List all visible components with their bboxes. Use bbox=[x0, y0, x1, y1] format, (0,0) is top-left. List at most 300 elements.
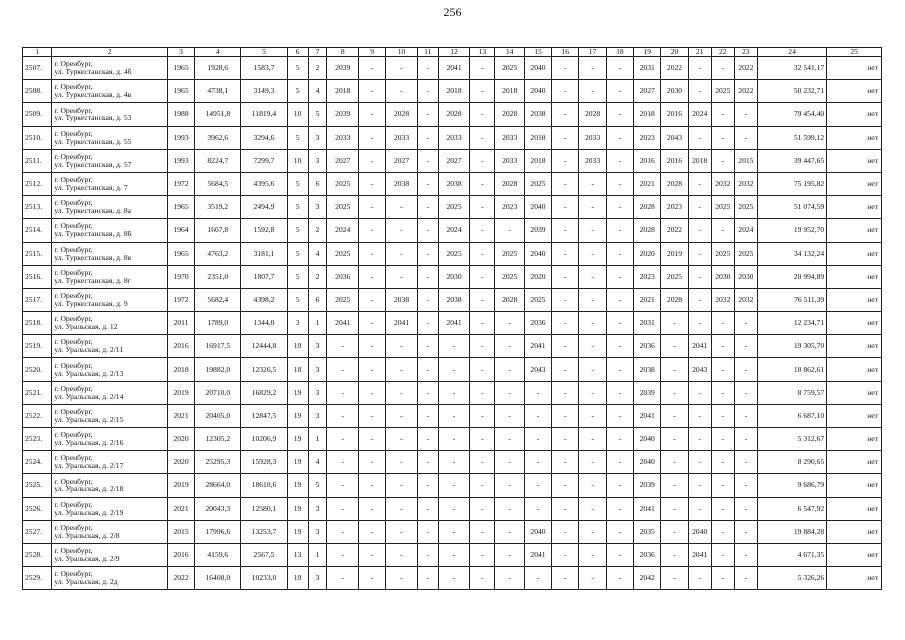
table-cell: - bbox=[606, 242, 633, 265]
table-cell: 13253,7 bbox=[241, 520, 287, 543]
table-cell: - bbox=[661, 404, 688, 427]
table-cell: 3 bbox=[308, 520, 327, 543]
table-cell: 2036 bbox=[634, 543, 661, 566]
table-cell: 2040 bbox=[524, 80, 551, 103]
table-cell: - bbox=[688, 497, 711, 520]
table-cell: - bbox=[386, 265, 418, 288]
table-cell: - bbox=[579, 567, 606, 590]
address-cell bbox=[52, 242, 168, 265]
address-street: ул. Уральская, д. 12 bbox=[54, 322, 118, 332]
table-cell: - bbox=[358, 474, 385, 497]
address-city: г. Оренбург, bbox=[54, 383, 93, 393]
table-cell: - bbox=[734, 103, 757, 126]
address-city: г. Оренбург, bbox=[54, 291, 93, 300]
table-cell: 2033 bbox=[438, 126, 470, 149]
address-city: г. Оренбург, bbox=[54, 569, 93, 579]
table-cell: - bbox=[438, 567, 470, 590]
table-cell: - bbox=[327, 358, 359, 381]
table-cell: - bbox=[417, 57, 438, 80]
table-cell: 5 bbox=[287, 242, 308, 265]
table-cell: 19 bbox=[287, 381, 308, 404]
table-cell: - bbox=[417, 242, 438, 265]
table-cell: 10233,0 bbox=[241, 567, 287, 590]
address-city: г. Оренбург, bbox=[54, 59, 93, 69]
table-cell: - bbox=[606, 80, 633, 103]
table-cell: 12326,5 bbox=[241, 358, 287, 381]
table-cell: - bbox=[579, 381, 606, 404]
table-cell: - bbox=[606, 404, 633, 427]
table-cell: 16829,2 bbox=[241, 381, 287, 404]
table-cell: - bbox=[579, 288, 606, 311]
column-header: 15 bbox=[524, 48, 551, 57]
table-cell: - bbox=[386, 242, 418, 265]
flag-cell: нет bbox=[827, 497, 882, 520]
table-cell: - bbox=[606, 474, 633, 497]
table-cell: 3 bbox=[308, 335, 327, 358]
table-cell: 2025 bbox=[327, 288, 359, 311]
table-cell: - bbox=[358, 288, 385, 311]
table-cell: - bbox=[470, 567, 495, 590]
table-cell: - bbox=[327, 543, 359, 566]
row-number: 2523. bbox=[23, 428, 52, 451]
table-row bbox=[23, 149, 882, 172]
table-row bbox=[23, 428, 882, 451]
address-street: ул. Туркестанская, д. 8а bbox=[54, 206, 132, 216]
table-cell: - bbox=[470, 497, 495, 520]
table-cell: 2038 bbox=[386, 172, 418, 195]
table-cell: 2024 bbox=[438, 219, 470, 242]
table-cell: - bbox=[358, 381, 385, 404]
address-street: ул. Уральская, д. 2/15 bbox=[54, 414, 124, 424]
table-cell: 15928,3 bbox=[241, 451, 287, 474]
table-cell: - bbox=[327, 381, 359, 404]
table-cell: - bbox=[552, 172, 579, 195]
table-cell: - bbox=[579, 497, 606, 520]
table-cell: 2028 bbox=[495, 103, 524, 126]
table-cell: 2032 bbox=[711, 288, 734, 311]
table-cell: 2039 bbox=[327, 103, 359, 126]
table-cell: 2043 bbox=[524, 358, 551, 381]
cost-cell: 9 686,79 bbox=[757, 474, 826, 497]
address-street: ул. Туркестанская, д. 4б bbox=[54, 67, 132, 77]
table-cell: 2 bbox=[308, 57, 327, 80]
table-cell: 5 bbox=[287, 80, 308, 103]
table-cell: - bbox=[470, 172, 495, 195]
table-cell: - bbox=[417, 312, 438, 335]
address-street: ул. Уральская, д. 2/18 bbox=[54, 484, 124, 494]
table-cell: - bbox=[661, 312, 688, 335]
address-street: ул. Туркестанская, д. 53 bbox=[54, 113, 132, 123]
table-cell: - bbox=[386, 57, 418, 80]
table-cell: 4159,6 bbox=[195, 543, 241, 566]
table-cell: 4763,2 bbox=[195, 242, 241, 265]
table-cell: - bbox=[711, 57, 734, 80]
table-cell: 2018 bbox=[495, 80, 524, 103]
table-cell: - bbox=[606, 451, 633, 474]
table-cell: 5 bbox=[287, 288, 308, 311]
table-cell: 2023 bbox=[634, 265, 661, 288]
table-cell: 1970 bbox=[167, 265, 194, 288]
table-cell: - bbox=[495, 312, 524, 335]
table-cell: 2039 bbox=[524, 219, 551, 242]
flag-cell: нет bbox=[827, 312, 882, 335]
table-row bbox=[23, 474, 882, 497]
table-cell: - bbox=[734, 358, 757, 381]
table-cell: - bbox=[711, 312, 734, 335]
table-cell: - bbox=[711, 451, 734, 474]
address-cell bbox=[52, 196, 168, 219]
table-cell: - bbox=[438, 358, 470, 381]
address-cell bbox=[52, 312, 168, 335]
table-cell: 3 bbox=[308, 196, 327, 219]
table-cell: 20043,3 bbox=[195, 497, 241, 520]
address-street: ул. Туркестанская, д. 9 bbox=[54, 298, 128, 308]
table-cell: 19 bbox=[287, 335, 308, 358]
table-cell: - bbox=[552, 288, 579, 311]
table-cell: 16917,5 bbox=[195, 335, 241, 358]
table-row bbox=[23, 288, 882, 311]
table-cell: 2040 bbox=[524, 57, 551, 80]
table-row bbox=[23, 497, 882, 520]
table-cell: 3 bbox=[308, 497, 327, 520]
column-header: 9 bbox=[358, 48, 385, 57]
column-header: 5 bbox=[241, 48, 287, 57]
table-cell: - bbox=[386, 451, 418, 474]
table-cell: - bbox=[711, 103, 734, 126]
address-cell bbox=[52, 149, 168, 172]
address-city: г. Оренбург, bbox=[54, 267, 93, 277]
table-cell: - bbox=[327, 520, 359, 543]
table-cell: 2022 bbox=[734, 80, 757, 103]
table-cell: 5 bbox=[287, 265, 308, 288]
table-cell: - bbox=[579, 265, 606, 288]
table-cell: 5 bbox=[287, 196, 308, 219]
table-cell: - bbox=[358, 57, 385, 80]
column-header: 7 bbox=[308, 48, 327, 57]
table-cell: 2028 bbox=[386, 103, 418, 126]
table-cell: 2016 bbox=[661, 149, 688, 172]
table-cell: 2019 bbox=[167, 381, 194, 404]
table-cell: 2033 bbox=[579, 149, 606, 172]
address-cell bbox=[52, 219, 168, 242]
address-street: ул. Уральская, д. 2/11 bbox=[54, 345, 124, 355]
table-cell: - bbox=[417, 196, 438, 219]
header-row bbox=[23, 48, 882, 57]
table-cell: 19882,0 bbox=[195, 358, 241, 381]
table-cell: 2039 bbox=[634, 474, 661, 497]
row-number: 2508. bbox=[23, 80, 52, 103]
table-cell: - bbox=[661, 520, 688, 543]
table-cell: - bbox=[524, 567, 551, 590]
table-cell: - bbox=[417, 126, 438, 149]
address-city: г. Оренбург, bbox=[54, 151, 93, 161]
table-cell: - bbox=[470, 543, 495, 566]
table-cell: - bbox=[358, 404, 385, 427]
table-cell: 2043 bbox=[688, 358, 711, 381]
table-cell: - bbox=[552, 312, 579, 335]
table-cell: 4395,6 bbox=[241, 172, 287, 195]
table-cell: - bbox=[495, 474, 524, 497]
table-cell: 20710,0 bbox=[195, 381, 241, 404]
table-cell: 2041 bbox=[688, 543, 711, 566]
table-cell: - bbox=[688, 428, 711, 451]
table-cell: 19 bbox=[287, 451, 308, 474]
table-cell: 2025 bbox=[734, 242, 757, 265]
table-row bbox=[23, 358, 882, 381]
table-cell: 2038 bbox=[438, 288, 470, 311]
table-cell: - bbox=[688, 567, 711, 590]
table-cell: - bbox=[470, 451, 495, 474]
table-cell: - bbox=[552, 57, 579, 80]
column-header: 11 bbox=[417, 48, 438, 57]
table-cell: 2018 bbox=[167, 358, 194, 381]
address-street: ул. Уральская, д. 2д bbox=[54, 577, 118, 587]
flag-cell: нет bbox=[827, 57, 882, 80]
table-cell: 2011 bbox=[167, 312, 194, 335]
flag-cell: нет bbox=[827, 567, 882, 590]
table-cell: - bbox=[711, 126, 734, 149]
table-cell: 2025 bbox=[711, 80, 734, 103]
flag-cell: нет bbox=[827, 428, 882, 451]
table-cell: - bbox=[386, 219, 418, 242]
table-cell: - bbox=[358, 335, 385, 358]
table-cell: - bbox=[417, 80, 438, 103]
table-cell: 2021 bbox=[634, 288, 661, 311]
table-cell: - bbox=[552, 265, 579, 288]
table-cell: - bbox=[688, 219, 711, 242]
table-cell: 19 bbox=[287, 520, 308, 543]
cost-cell: 5 326,26 bbox=[757, 567, 826, 590]
table-cell: 3 bbox=[308, 567, 327, 590]
table-cell: 1592,8 bbox=[241, 219, 287, 242]
table-cell: - bbox=[661, 358, 688, 381]
table-cell: - bbox=[661, 543, 688, 566]
flag-cell: нет bbox=[827, 451, 882, 474]
table-cell: 6 bbox=[308, 288, 327, 311]
table-cell: 12305,2 bbox=[195, 428, 241, 451]
row-number: 2527. bbox=[23, 520, 52, 543]
table-cell: 28664,0 bbox=[195, 474, 241, 497]
table-cell: - bbox=[386, 381, 418, 404]
table-cell: 4 bbox=[308, 80, 327, 103]
table-cell: - bbox=[417, 451, 438, 474]
table-cell: 2030 bbox=[711, 265, 734, 288]
address-street: ул. Уральская, д. 2/9 bbox=[54, 554, 120, 564]
table-row bbox=[23, 567, 882, 590]
column-header: 2 bbox=[52, 48, 168, 57]
table-cell: - bbox=[734, 451, 757, 474]
table-cell: 2041 bbox=[688, 335, 711, 358]
table-cell: - bbox=[470, 57, 495, 80]
table-cell: - bbox=[417, 567, 438, 590]
table-cell: 2024 bbox=[688, 103, 711, 126]
table-cell: - bbox=[358, 358, 385, 381]
flag-cell: нет bbox=[827, 196, 882, 219]
table-cell: 2025 bbox=[438, 196, 470, 219]
cost-cell: 5 312,67 bbox=[757, 428, 826, 451]
table-cell: 8224,7 bbox=[195, 149, 241, 172]
table-cell: - bbox=[688, 288, 711, 311]
table-cell: 1965 bbox=[167, 242, 194, 265]
table-cell: - bbox=[386, 196, 418, 219]
table-cell: 13 bbox=[287, 543, 308, 566]
cost-cell: 8 759,57 bbox=[757, 381, 826, 404]
table-cell: - bbox=[579, 543, 606, 566]
address-city: г. Оренбург, bbox=[54, 221, 93, 231]
address-cell bbox=[52, 497, 168, 520]
address-cell bbox=[52, 381, 168, 404]
address-city: г. Оренбург, bbox=[54, 314, 93, 324]
row-number: 2520. bbox=[23, 358, 52, 381]
table-cell: - bbox=[524, 451, 551, 474]
table-cell: - bbox=[552, 381, 579, 404]
column-header: 6 bbox=[287, 48, 308, 57]
column-header: 12 bbox=[438, 48, 470, 57]
cost-cell: 19 952,70 bbox=[757, 219, 826, 242]
table-cell: - bbox=[552, 543, 579, 566]
column-header: 14 bbox=[495, 48, 524, 57]
column-header: 24 bbox=[757, 48, 826, 57]
table-cell: - bbox=[327, 497, 359, 520]
address-cell bbox=[52, 451, 168, 474]
flag-cell: нет bbox=[827, 242, 882, 265]
table-cell: - bbox=[606, 358, 633, 381]
table-cell: 3294,6 bbox=[241, 126, 287, 149]
row-number: 2524. bbox=[23, 451, 52, 474]
table-cell: - bbox=[734, 567, 757, 590]
table-cell: - bbox=[358, 451, 385, 474]
column-header: 19 bbox=[634, 48, 661, 57]
address-street: ул. Туркестанская, д. 7 bbox=[54, 183, 128, 193]
table-cell: - bbox=[470, 265, 495, 288]
flag-cell: нет bbox=[827, 381, 882, 404]
table-cell: 25295,3 bbox=[195, 451, 241, 474]
table-cell: 2036 bbox=[524, 312, 551, 335]
table-cell: 2040 bbox=[688, 520, 711, 543]
table-cell: 2016 bbox=[634, 149, 661, 172]
table-cell: - bbox=[417, 172, 438, 195]
table-cell: - bbox=[386, 335, 418, 358]
table-cell: - bbox=[579, 358, 606, 381]
table-cell: 4738,1 bbox=[195, 80, 241, 103]
table-cell: 2027 bbox=[327, 149, 359, 172]
table-cell: 1972 bbox=[167, 288, 194, 311]
table-cell: - bbox=[417, 497, 438, 520]
address-cell bbox=[52, 474, 168, 497]
table-row bbox=[23, 57, 882, 80]
address-cell bbox=[52, 428, 168, 451]
table-cell: - bbox=[688, 126, 711, 149]
table-cell: - bbox=[417, 358, 438, 381]
cost-cell: 51 599,12 bbox=[757, 126, 826, 149]
table-cell: - bbox=[327, 451, 359, 474]
table-cell: - bbox=[386, 358, 418, 381]
table-cell: - bbox=[438, 451, 470, 474]
table-cell: 19 bbox=[287, 497, 308, 520]
table-cell: 5682,4 bbox=[195, 288, 241, 311]
row-number: 2507. bbox=[23, 57, 52, 80]
table-cell: 18 bbox=[287, 358, 308, 381]
table-cell: 3 bbox=[308, 381, 327, 404]
table-cell: - bbox=[734, 404, 757, 427]
table-cell: 20405,0 bbox=[195, 404, 241, 427]
table-cell: - bbox=[495, 497, 524, 520]
address-cell bbox=[52, 126, 168, 149]
table-cell: - bbox=[606, 149, 633, 172]
table-cell: - bbox=[552, 428, 579, 451]
cost-cell: 6 547,92 bbox=[757, 497, 826, 520]
table-cell: - bbox=[579, 451, 606, 474]
table-cell: - bbox=[606, 497, 633, 520]
table-cell: - bbox=[688, 242, 711, 265]
table-cell: 2040 bbox=[634, 428, 661, 451]
address-city: г. Оренбург, bbox=[54, 337, 93, 347]
table-cell: - bbox=[470, 126, 495, 149]
table-cell: 16408,0 bbox=[195, 567, 241, 590]
table-cell: - bbox=[358, 103, 385, 126]
table-cell: - bbox=[579, 520, 606, 543]
flag-cell: нет bbox=[827, 219, 882, 242]
address-cell bbox=[52, 358, 168, 381]
table-cell: 2036 bbox=[634, 335, 661, 358]
row-number: 2513. bbox=[23, 196, 52, 219]
table-cell: 2016 bbox=[661, 103, 688, 126]
table-cell: 19 bbox=[287, 404, 308, 427]
table-cell: 2039 bbox=[634, 381, 661, 404]
table-cell: - bbox=[688, 196, 711, 219]
table-cell: - bbox=[688, 451, 711, 474]
table-cell: - bbox=[495, 428, 524, 451]
table-cell: - bbox=[579, 428, 606, 451]
table-cell: - bbox=[661, 335, 688, 358]
table-cell: 2030 bbox=[734, 265, 757, 288]
address-city: г. Оренбург, bbox=[54, 476, 93, 486]
table-cell: - bbox=[470, 196, 495, 219]
flag-cell: нет bbox=[827, 172, 882, 195]
address-cell bbox=[52, 172, 168, 195]
table-cell: 1807,7 bbox=[241, 265, 287, 288]
table-cell: - bbox=[470, 335, 495, 358]
table-cell: - bbox=[606, 335, 633, 358]
table-cell: 2020 bbox=[524, 265, 551, 288]
column-header: 4 bbox=[195, 48, 241, 57]
table-cell: 2022 bbox=[167, 567, 194, 590]
table-cell: 3962,6 bbox=[195, 126, 241, 149]
table-row bbox=[23, 172, 882, 195]
row-number: 2525. bbox=[23, 474, 52, 497]
table-cell: - bbox=[734, 497, 757, 520]
table-cell: - bbox=[438, 335, 470, 358]
table-cell: 12580,1 bbox=[241, 497, 287, 520]
table-cell: 5 bbox=[308, 474, 327, 497]
table-cell: - bbox=[711, 149, 734, 172]
table-cell: - bbox=[358, 543, 385, 566]
table-cell: - bbox=[579, 335, 606, 358]
cost-cell: 20 994,89 bbox=[757, 265, 826, 288]
flag-cell: нет bbox=[827, 288, 882, 311]
table-cell: 2031 bbox=[634, 312, 661, 335]
table-cell: - bbox=[438, 520, 470, 543]
address-city: г. Оренбург, bbox=[54, 406, 93, 416]
column-header: 25 bbox=[827, 48, 882, 57]
row-number: 2516. bbox=[23, 265, 52, 288]
table-cell: 2018 bbox=[327, 80, 359, 103]
table-cell: - bbox=[606, 219, 633, 242]
table-cell: 2 bbox=[308, 219, 327, 242]
row-number: 2509. bbox=[23, 103, 52, 126]
table-cell: 2028 bbox=[495, 172, 524, 195]
table-cell: 2351,0 bbox=[195, 265, 241, 288]
